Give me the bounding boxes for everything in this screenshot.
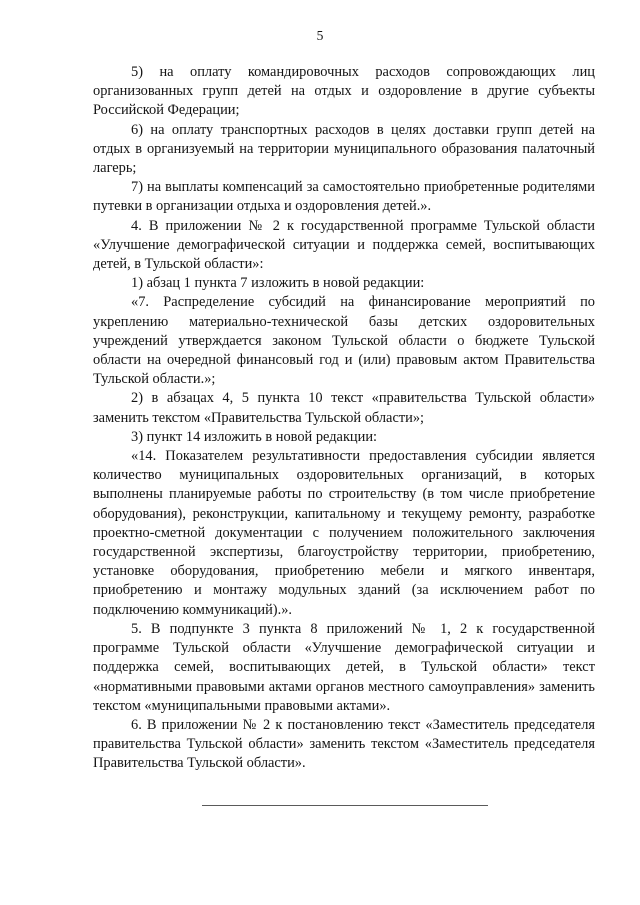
paragraph-item-5: 5) на оплату командировочных расходов сопровождающих лиц организованных групп детей на отдых и оздоровление в другие субъекты Российской Федерации; [93,64,595,119]
paragraph-quote-14: «14. Показателем результативности предоставления субсидии является количество муниципальных оздоровительных организаций, в которых выполнены планируемые работы по строительству (в том числе приобретение оборудования), реконструкции, капитальному и текущему ремонту, разработке проектно-сметной документации с получением положительного заключения государственной экспертизы, благоустройству территории, приобретению, установке оборудования, приобретению мебели и мягкого инвентаря, приобретению и монтажу модульных зданий (за исключением работ по подключению коммуникаций).». [93,448,595,618]
paragraph-quote-7: «7. Распределение субсидий на финансирование мероприятий по укреплению материально-технической базы детских оздоровительных учреждений утверждается законом Тульской области о бюджете Тульской области на очередной финансовый год и (или) правовым актом Правительства Тульской области.»; [93,294,595,388]
document-body [93,63,595,774]
paragraph-point-4: 4. В приложении № 2 к государственной программе Тульской области «Улучшение демографической ситуации и поддержка семей, воспитывающих детей, в Тульской области»: [93,217,595,273]
paragraph-subitem-3: 3) пункт 14 изложить в новой редакции: [131,428,378,445]
paragraph-item-6: 6) на оплату транспортных расходов в целях доставки групп детей на отдых в организуемый на территории муниципального образования палаточный лагерь; [93,121,595,177]
paragraph-point-6: 6. В приложении № 2 к постановлению текст «Заместитель председателя правительства Тульской области» заменить текстом «Заместитель председателя Правительства Тульской области». [93,716,595,772]
closing-separator-line [202,805,488,806]
paragraph-subitem-1: 1) абзац 1 пункта 7 изложить в новой редакции: [131,275,425,292]
paragraph-subitem-2: 2) в абзацах 4, 5 пункта 10 текст «правительства Тульской области» заменить текстом «Правительства Тульской области»; [93,390,595,426]
paragraph-point-5: 5. В подпункте 3 пункта 8 приложений № 1, 2 к государственной программе Тульской области «Улучшение демографической ситуации и поддержка семей, воспитывающих детей, в Тульской области» текст «нормативными правовыми актами органов местного самоуправления» заменить текстом «муниципальными правовыми актами». [93,620,595,714]
paragraph-item-7: 7) на выплаты компенсаций за самостоятельно приобретенные родителями путевки в организации отдыха и оздоровления детей.». [93,179,595,215]
page-number: 5 [316,28,324,43]
